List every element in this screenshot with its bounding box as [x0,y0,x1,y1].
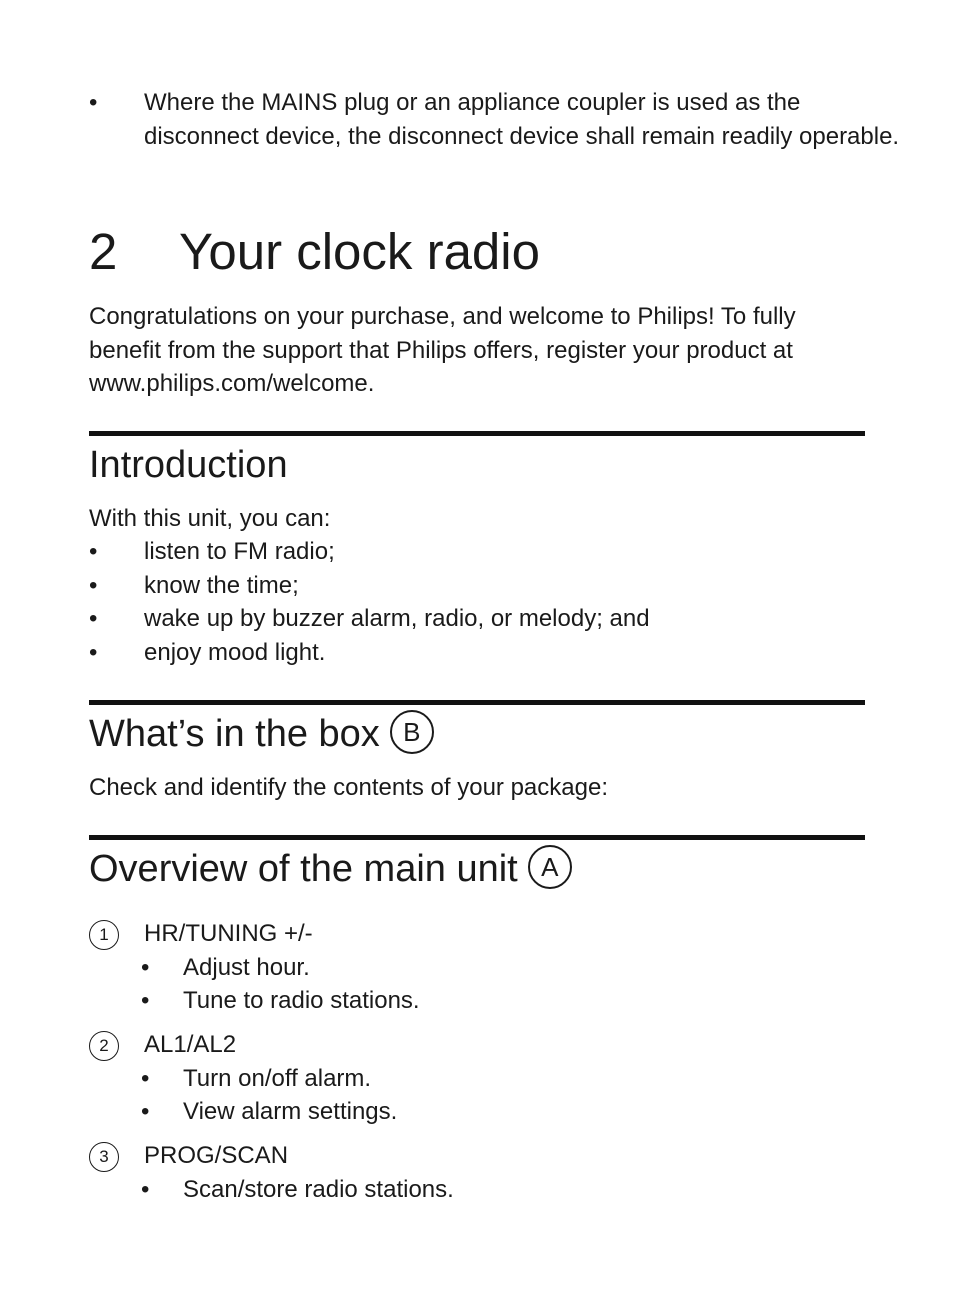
list-item [89,535,865,569]
box-title: What’s in the box [89,713,380,755]
description-text: View alarm settings. [183,1098,398,1125]
item-number: 3 [89,1142,119,1172]
description-text: Adjust hour. [183,953,310,981]
section-divider [89,700,865,705]
bullet: • [141,1175,150,1203]
chapter-number: 2 [89,223,118,280]
welcome-paragraph: Congratulations on your purchase, and welcome to Philips! To fully benefit from the support that Philips offers, register your product at www.philips.com/welcome. [89,303,796,397]
control-label: AL1/AL2 [144,1031,237,1058]
control-description [89,984,865,1018]
safety-note-text: Where the MAINS plug or an appliance coupler is used as the disconnect device, the disconnect device shall remain readily operable. [144,89,900,150]
description-text: Scan/store radio stations. [183,1175,454,1203]
list-item-text: wake up by buzzer alarm, radio, or melody; and [144,605,650,632]
bullet: • [141,987,150,1014]
list-item-text: know the time; [144,571,299,599]
list-item [89,602,865,636]
control-label-row [89,1028,865,1062]
item-number: 1 [89,920,119,950]
bullet: • [89,538,98,565]
control-label: PROG/SCAN [144,1142,289,1169]
item-number: 2 [89,1031,119,1061]
overview-title: Overview of the main unit [89,848,518,890]
bullet: • [141,1098,150,1125]
control-description [89,1095,865,1129]
control-item [89,917,865,1018]
bullet: • [141,953,150,981]
list-item-text: enjoy mood light. [144,638,326,666]
list-item [89,636,865,670]
box-text: Check and identify the contents of your package: [89,774,608,801]
list-item [89,569,865,603]
control-label-row [89,917,865,951]
bullet: • [89,638,98,666]
chapter-heading [89,222,540,282]
safety-note [89,86,920,153]
section-divider [89,431,865,436]
section-divider [89,835,865,840]
figure-a-marker: A [528,845,572,889]
overview-title-row [89,846,572,893]
introduction-title: Introduction [89,444,288,486]
figure-b-marker: B [390,710,434,754]
description-text: Tune to radio stations. [183,987,420,1014]
description-text: Turn on/off alarm. [183,1064,372,1092]
bullet: • [89,89,98,116]
bullet: • [89,571,98,599]
control-label: HR/TUNING +/- [144,920,313,947]
control-description [89,951,865,985]
bullet: • [141,1064,150,1092]
introduction-list [89,535,865,669]
bullet: • [89,605,98,632]
control-description [89,1062,865,1096]
chapter-title: Your clock radio [179,223,540,280]
control-label-row [89,1139,865,1173]
box-title-row [89,711,434,758]
control-description [89,1173,865,1207]
control-item [89,1139,865,1206]
list-item-text: listen to FM radio; [144,538,335,565]
control-item [89,1028,865,1129]
introduction-lead: With this unit, you can: [89,505,331,532]
